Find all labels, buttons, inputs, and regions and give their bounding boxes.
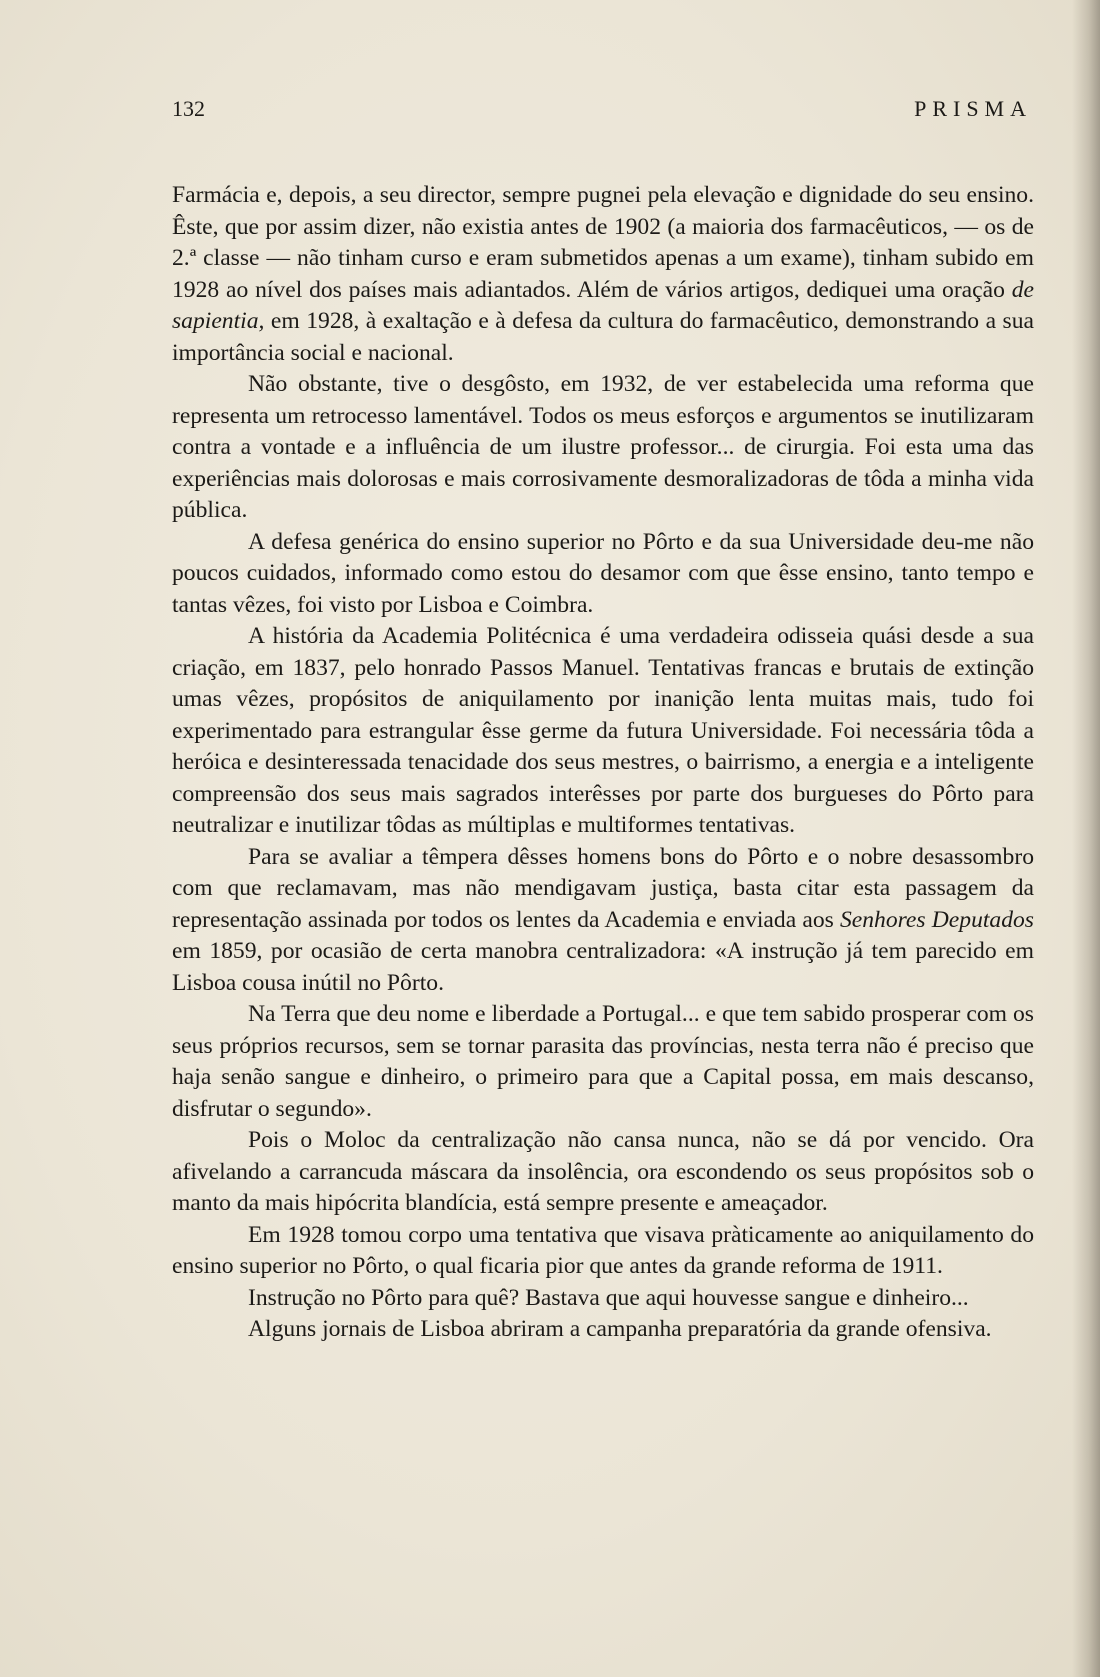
body-text (172, 180, 1034, 1346)
page-edge-shadow (1072, 0, 1100, 1677)
paragraph: A história da Academia Politécnica é uma verdadeira odisseia quási desde a sua criação, em 1837, pelo honrado Passos Manuel. Tentativas francas e brutais de extinção umas vêzes, propósitos de aniquilamento por inanição lenta muitas mais, tudo foi experimentado para estrangular êsse germe da futura Universidade. Foi necessária tôda a heróica e desinteressada tenacidade dos seus mestres, o bairrismo, a energia e a inteligente compreensão dos seus mais sagrados interêsses por parte dos burgueses do Pôrto para neutralizar e inutilizar tôdas as múltiplas e multiformes tentativas. (172, 623, 1034, 838)
paragraph: A defesa genérica do ensino superior no Pôrto e da sua Universidade deu-me não poucos cuidados, informado como estou do desamor com que êsse ensino, tanto tempo e tantas vêzes, foi visto por Lisboa e Coimbra. (172, 528, 1034, 618)
page-header (172, 96, 1032, 126)
running-head: PRISMA (914, 96, 1032, 121)
paragraph: Em 1928 tomou corpo uma tentativa que visava pràticamente ao aniquilamento do ensino superior no Pôrto, o qual ficaria pior que antes da grande reforma de 1911. (172, 1221, 1034, 1279)
paragraph (172, 842, 1034, 1000)
paragraph: Pois o Moloc da centralização não cansa nunca, não se dá por vencido. Ora afivelando a carrancuda máscara da insolência, ora escondendo os seus propósitos sob o manto da mais hipócrita blandícia, está sempre presente e ameaçador. (172, 1127, 1034, 1216)
paragraph (172, 180, 1034, 369)
paragraph: Não obstante, tive o desgôsto, em 1932, de ver estabelecida uma reforma que representa um retrocesso lamentável. Todos os meus esforços e argumentos se inutilizaram contra a vontade e a influência de um ilustre professor... de cirurgia. Foi esta uma das experiências mais dolorosas e mais corrosivamente desmoralizadoras de tôda a minha vida pública. (172, 371, 1034, 523)
text-run: Para se avaliar a têmpera dêsses homens bons do Pôrto e o nobre desassombro com que reclamavam, mas não mendigavam justiça, basta citar esta passagem da representação assinada por todos os lentes da Academia e enviada aos (172, 843, 1034, 933)
page-number: 132 (172, 96, 205, 121)
italic-term: de sapientia, (172, 276, 1034, 334)
italic-term: Senhores Deputados (839, 906, 1034, 933)
text-run: em 1859, por ocasião de certa manobra centralizadora: «A instrução já tem parecido em Lisboa cousa inútil no Pôrto. (172, 938, 1034, 996)
paragraph: Na Terra que deu nome e liberdade a Portugal... e que tem sabido prosperar com os seus próprios recursos, sem se tornar parasita das províncias, nesta terra não é preciso que haja senão sangue e dinheiro, o primeiro para que a Capital possa, em mais descanso, disfrutar o segundo». (172, 1001, 1034, 1122)
text-run: em 1928, à exaltação e à defesa da cultura do farmacêutico, demonstrando a sua importância social e nacional. (172, 308, 1034, 366)
paragraph: Instrução no Pôrto para quê? Bastava que aqui houvesse sangue e dinheiro... (248, 1284, 969, 1311)
paragraph: Alguns jornais de Lisboa abriram a campanha preparatória da grande ofensiva. (248, 1316, 992, 1342)
text-run: Farmácia e, depois, a seu director, sempre pugnei pela elevação e dignidade do seu ensino. Êste, que por assim dizer, não existia antes de 1902 (a maioria dos farmacêuticos, — os de 2.ª classe — não tinham curso e eram submetidos apenas a um exame), tinham subido em 1928 ao nível dos países mais adiantados. Além de vários artigos, dediquei uma oração (172, 182, 1034, 303)
